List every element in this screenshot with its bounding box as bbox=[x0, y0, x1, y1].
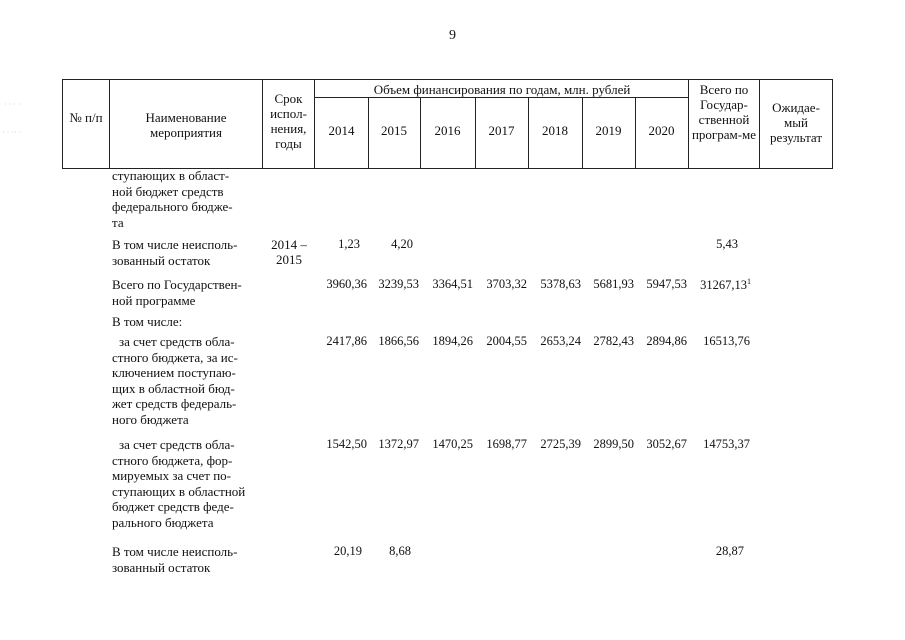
row-name-line: ной программе bbox=[112, 292, 196, 308]
header-year: 2020 bbox=[648, 123, 675, 138]
row-name-line: В том числе неисполь- bbox=[112, 237, 238, 252]
row-value: 3703,32 bbox=[486, 277, 527, 291]
row-total: 28,87 bbox=[715, 544, 744, 558]
row-value: 5378,63 bbox=[540, 277, 581, 291]
row-value: 2899,50 bbox=[593, 437, 634, 451]
row-value: 3052,67 bbox=[646, 437, 687, 451]
row-name-line: стного бюджета, фор- bbox=[112, 452, 233, 468]
row-value: 5947,53 bbox=[646, 277, 687, 291]
header-result: Ожидае-мый результат bbox=[769, 100, 823, 145]
table-row bbox=[112, 277, 262, 308]
row-name-line: ступающих в област- bbox=[112, 168, 230, 183]
row-value: 1542,50 bbox=[326, 437, 367, 451]
row-name-line: ступающих в областной bbox=[112, 483, 246, 499]
row-value: 20,19 bbox=[333, 544, 362, 558]
row-total: 5,43 bbox=[716, 237, 738, 251]
row-value: 8,68 bbox=[389, 544, 411, 558]
row-name-line: В том числе неисполь- bbox=[112, 544, 238, 559]
header-funding: Объем финансирования по годам, млн. рублей bbox=[373, 82, 631, 97]
row-name-line: рального бюджета bbox=[112, 514, 214, 530]
row-value: 1372,97 bbox=[378, 437, 419, 451]
header-year: 2016 bbox=[434, 123, 461, 138]
table-row bbox=[112, 334, 262, 427]
row-name-line: Всего по Государствен- bbox=[112, 277, 242, 292]
row-value: 3239,53 bbox=[378, 277, 419, 291]
row-total: 14753,37 bbox=[703, 437, 750, 451]
row-name-line: за счет средств обла- bbox=[119, 334, 235, 349]
row-name-line: ной бюджет средств bbox=[112, 183, 224, 199]
scan-artifact: · · · · bbox=[4, 100, 21, 109]
row-value: 5681,93 bbox=[593, 277, 634, 291]
table-row bbox=[112, 237, 262, 268]
row-name-line: зованный остаток bbox=[112, 252, 211, 268]
footnote-marker: 1 bbox=[747, 277, 751, 286]
row-value: 3364,51 bbox=[432, 277, 473, 291]
header-year: 2014 bbox=[328, 123, 355, 138]
row-name-line: ного бюджета bbox=[112, 411, 189, 427]
table-row bbox=[112, 544, 262, 575]
row-name-line: федерального бюдже- bbox=[112, 199, 233, 214]
row-value: 2653,24 bbox=[540, 334, 581, 348]
row-name-line: бюджет средств феде- bbox=[112, 499, 234, 514]
row-name-line: стного бюджета, за ис- bbox=[112, 349, 238, 365]
row-name-line: за счет средств обла- bbox=[119, 437, 235, 452]
row-total-value: 31267,13 bbox=[700, 278, 747, 293]
row-value: 1470,25 bbox=[432, 437, 473, 451]
header-number: № п/п bbox=[69, 110, 103, 125]
row-name-line: В том числе: bbox=[112, 314, 183, 329]
page-number: 9 bbox=[449, 28, 456, 43]
row-value: 2782,43 bbox=[593, 334, 634, 348]
row-value: 2894,86 bbox=[646, 334, 687, 348]
scan-artifact: · · ·· · bbox=[2, 128, 22, 137]
row-name-line: мируемых за счет по- bbox=[112, 468, 232, 483]
row-name-line: зованный остаток bbox=[112, 559, 211, 575]
row-value: 1866,56 bbox=[378, 334, 419, 348]
header-name: Наименование мероприятия bbox=[145, 110, 227, 140]
row-value: 2417,86 bbox=[326, 334, 367, 348]
header-total: Всего по Государ-ственной програм-ме bbox=[691, 82, 757, 142]
row-name-line: та bbox=[112, 214, 124, 230]
row-total bbox=[688, 277, 751, 293]
table-row bbox=[112, 437, 262, 530]
header-term: Срок испол-нения, годы bbox=[270, 91, 307, 151]
header-year: 2019 bbox=[595, 123, 622, 138]
header-year: 2015 bbox=[381, 123, 407, 138]
row-name-line: ключением поступаю- bbox=[112, 365, 236, 380]
header-year: 2018 bbox=[542, 123, 568, 138]
row-value: 3960,36 bbox=[326, 277, 367, 291]
row-name-line: жет средств федераль- bbox=[112, 396, 237, 411]
header-year: 2017 bbox=[488, 123, 515, 138]
row-term: 2014 – 2015 bbox=[271, 237, 307, 267]
row-value: 1698,77 bbox=[486, 437, 527, 451]
table-row bbox=[112, 168, 262, 230]
row-name-line: щих в областной бюд- bbox=[112, 380, 235, 396]
row-value: 1894,26 bbox=[432, 334, 473, 348]
row-value: 2004,55 bbox=[486, 334, 527, 348]
row-total: 16513,76 bbox=[703, 334, 750, 348]
row-value: 1,23 bbox=[338, 237, 360, 251]
table-row bbox=[112, 314, 262, 330]
row-value: 2725,39 bbox=[540, 437, 581, 451]
row-value: 4,20 bbox=[391, 237, 413, 251]
